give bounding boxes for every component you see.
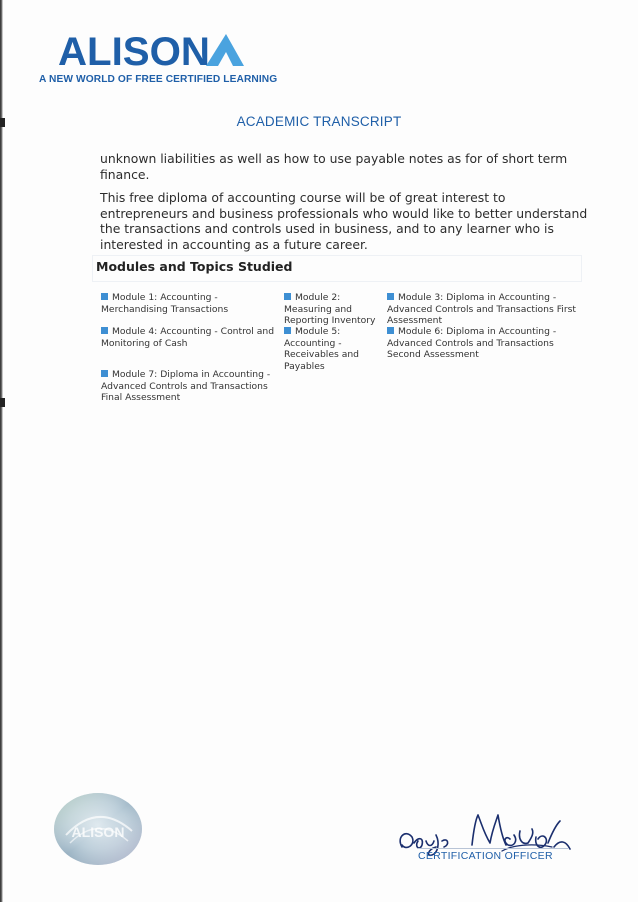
module-label: Module 4: Accounting - Control and Monitoring of Cash — [101, 326, 275, 349]
logo-text: ALISON — [58, 30, 210, 72]
scan-edge — [0, 0, 3, 902]
scan-mark — [0, 398, 5, 407]
module-label: Module 6: Diploma in Accounting - Advanced Controls and Transactions Second Assessment — [387, 326, 557, 360]
module-item — [101, 326, 277, 349]
signature-line — [418, 848, 568, 849]
module-label: Module 3: Diploma in Accounting - Advanced Controls and Transactions First Assessment — [387, 292, 577, 326]
square-bullet-icon — [284, 327, 291, 334]
module-item — [387, 292, 577, 327]
alison-logo — [58, 28, 248, 72]
logo-triangle-icon — [206, 34, 244, 66]
document-title: ACADEMIC TRANSCRIPT — [236, 114, 402, 129]
hologram-seal-icon — [52, 791, 144, 867]
tagline: A NEW WORLD OF FREE CERTIFIED LEARNING — [39, 74, 278, 85]
module-label: Module 5: Accounting - Receivables and Payables — [284, 326, 359, 372]
module-label: Module 1: Accounting - Merchandising Transactions — [101, 292, 229, 315]
signatory-title: CERTIFICATION OFFICER — [418, 850, 553, 862]
module-item — [101, 369, 277, 404]
square-bullet-icon — [284, 293, 291, 300]
modules-heading: Modules and Topics Studied — [96, 259, 293, 274]
square-bullet-icon — [101, 293, 108, 300]
module-item — [284, 326, 364, 372]
square-bullet-icon — [387, 293, 394, 300]
seal-text: ALISON — [71, 824, 125, 840]
module-label: Module 7: Diploma in Accounting - Advanced Controls and Transactions Final Assessment — [101, 369, 271, 403]
module-item — [284, 292, 390, 327]
module-item — [387, 326, 567, 361]
module-item — [101, 292, 283, 315]
module-label: Module 2: Measuring and Reporting Inventory — [284, 292, 376, 326]
square-bullet-icon — [101, 327, 108, 334]
paragraph-2: This free diploma of accounting course will be of great interest to entrepreneurs and business professionals who would like to better understand the transactions and controls used in business, and to any learner who is interested in accounting as a future career. — [100, 190, 588, 252]
square-bullet-icon — [387, 327, 394, 334]
square-bullet-icon — [101, 370, 108, 377]
paragraph-1: unknown liabilities as well as how to use payable notes as for of short term finance. — [100, 151, 568, 182]
